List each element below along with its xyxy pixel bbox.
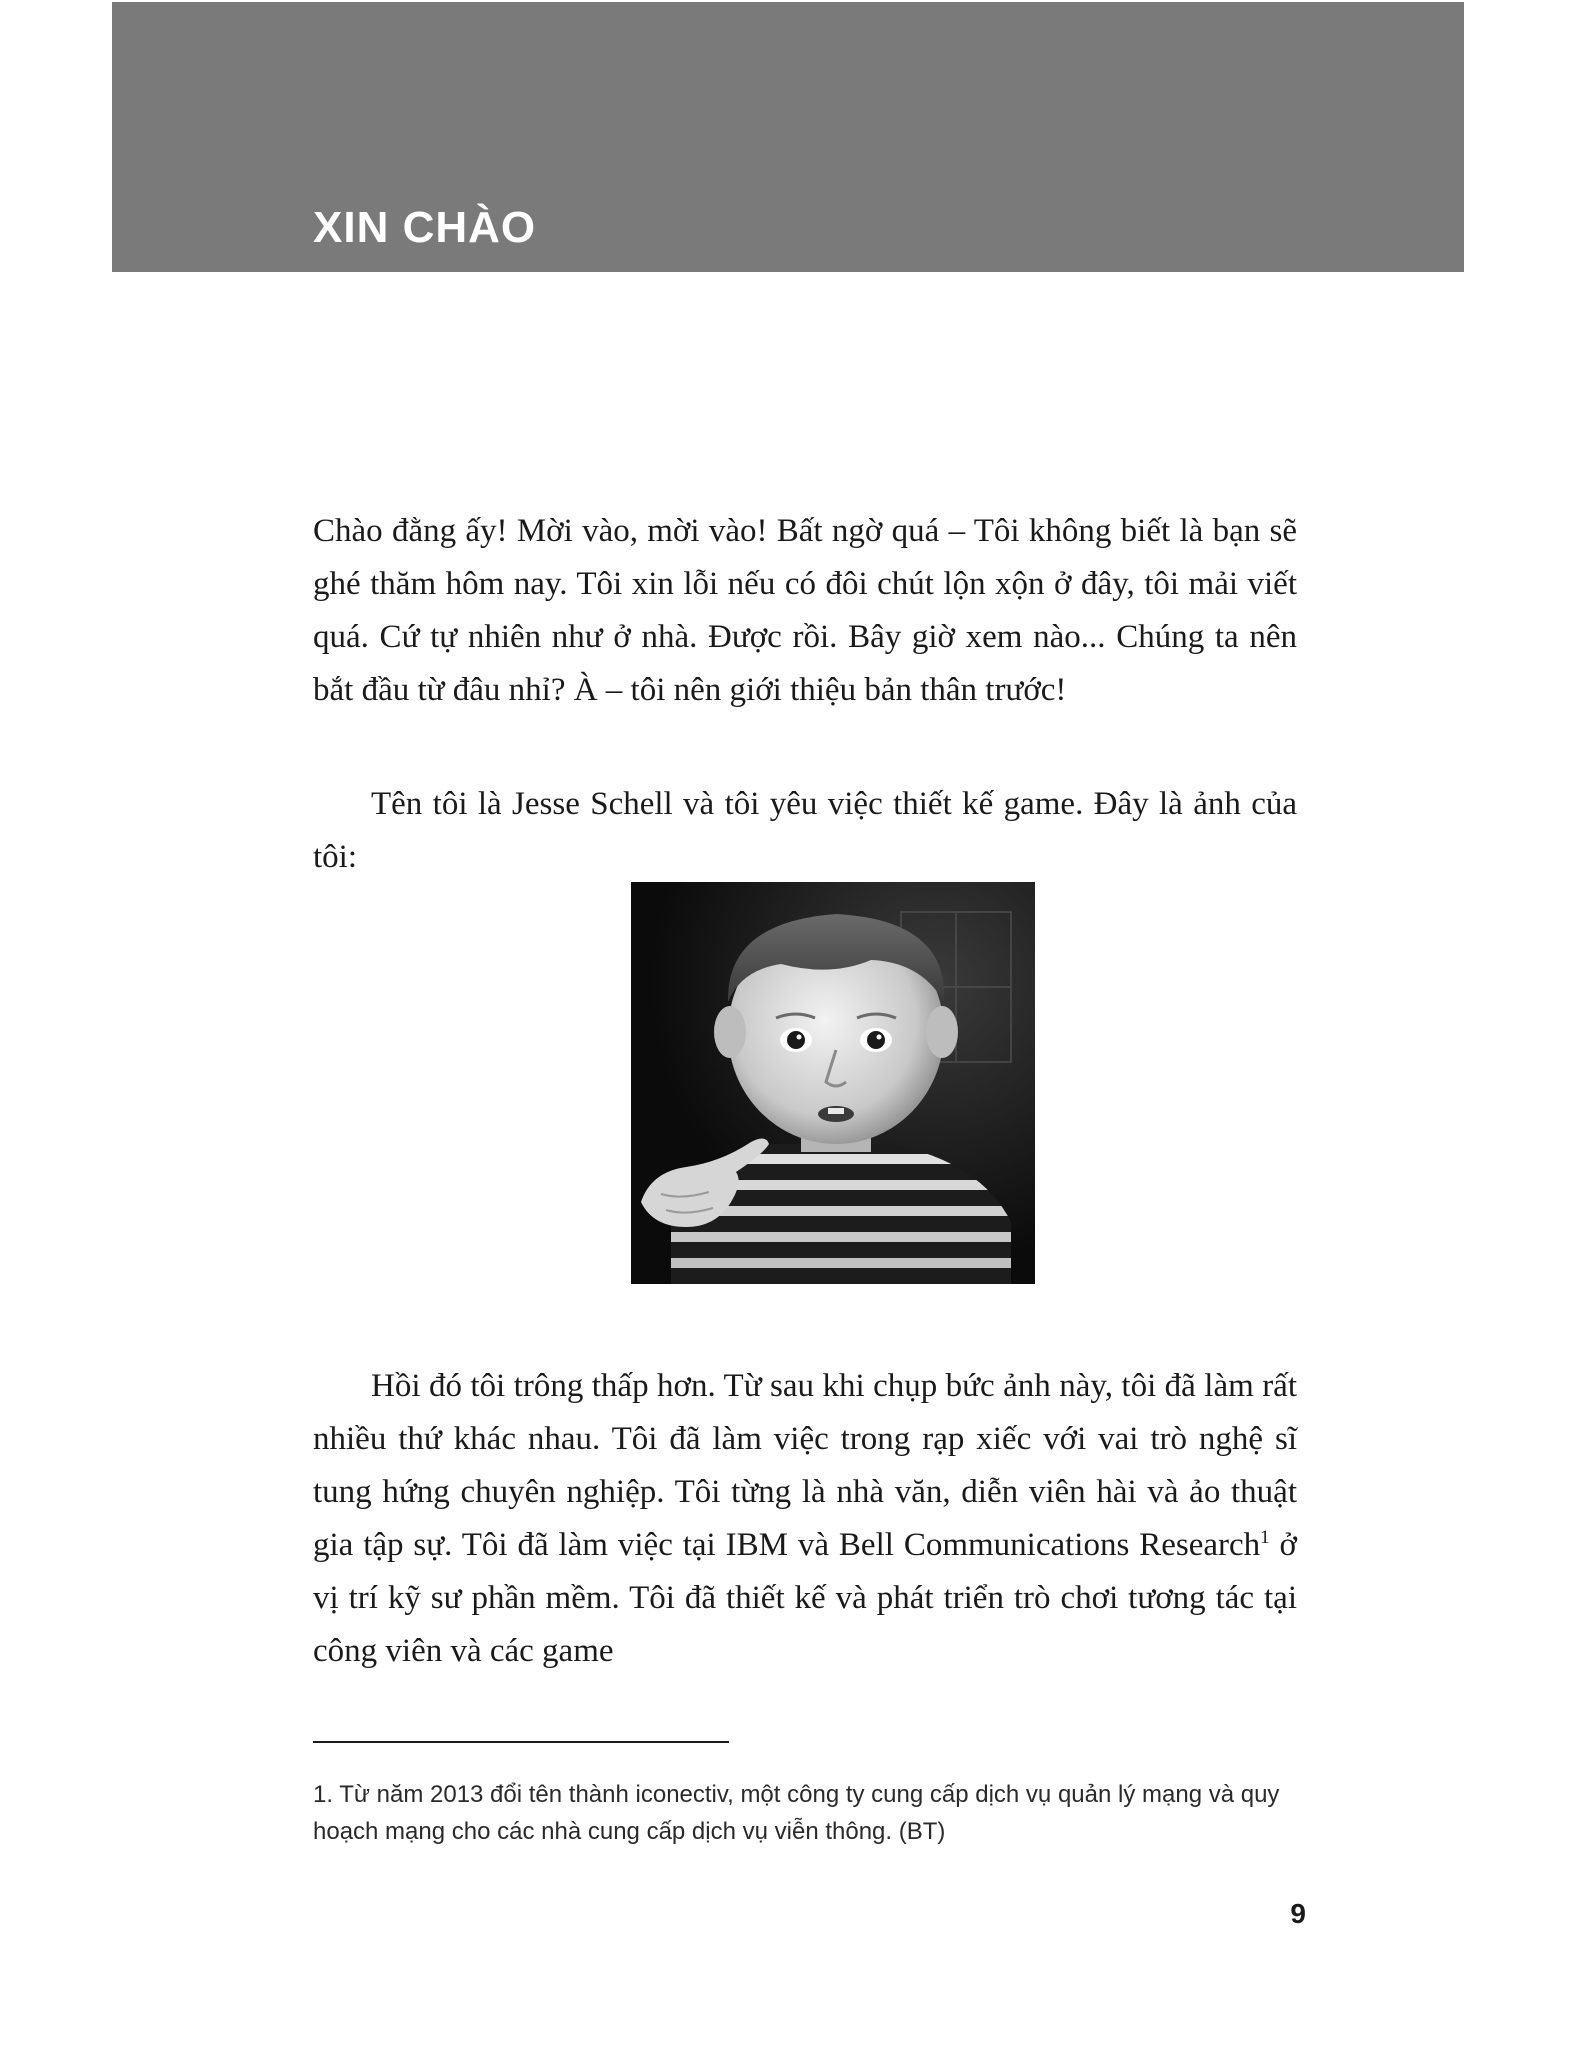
childhood-photo-icon xyxy=(631,882,1035,1284)
footnote-divider xyxy=(313,1741,729,1743)
paragraph-background-text-end: ở vị trí kỹ sư phần mềm. Tôi đã thiết kế và phát triển trò chơi tương tác tại công viên và các game xyxy=(313,1527,1297,1669)
footnote-text: 1. Từ năm 2013 đổi tên thành iconectiv, một công ty cung cấp dịch vụ quản lý mạng và quy hoạch mạng cho các nhà cung cấp dịch vụ viễn thông. (BT) xyxy=(313,1781,1280,1845)
paragraph-name: Tên tôi là Jesse Schell và tôi yêu việc thiết kế game. Đây là ảnh của tôi: xyxy=(313,786,1297,875)
chapter-title: XIN CHÀO xyxy=(313,203,537,252)
page-number: 9 xyxy=(1290,1898,1306,1929)
paragraph-background-text-start: Hồi đó tôi trông thấp hơn. Từ sau khi chụp bức ảnh này, tôi đã làm rất nhiều thứ khác nhau. Tôi đã làm việc trong rạp xiếc với vai trò nghệ sĩ tung hứng chuyên nghiệp. Tôi từng là nhà văn, diễn viên hài và ảo thuật gia tập sự. Tôi đã làm việc tại IBM và Bell Communications Research xyxy=(313,1368,1297,1563)
paragraph-background xyxy=(313,1360,1297,1678)
footnote-reference[interactable]: 1 xyxy=(1260,1527,1270,1548)
paragraph-intro: Chào đằng ấy! Mời vào, mời vào! Bất ngờ quá – Tôi không biết là bạn sẽ ghé thăm hôm nay. Tôi xin lỗi nếu có đôi chút lộn xộn ở đây, tôi mải viết quá. Cứ tự nhiên như ở nhà. Được rồi. Bây giờ xem nào... Chúng ta nên bắt đầu từ đâu nhỉ? À – tôi nên giới thiệu bản thân trước! xyxy=(313,513,1297,708)
